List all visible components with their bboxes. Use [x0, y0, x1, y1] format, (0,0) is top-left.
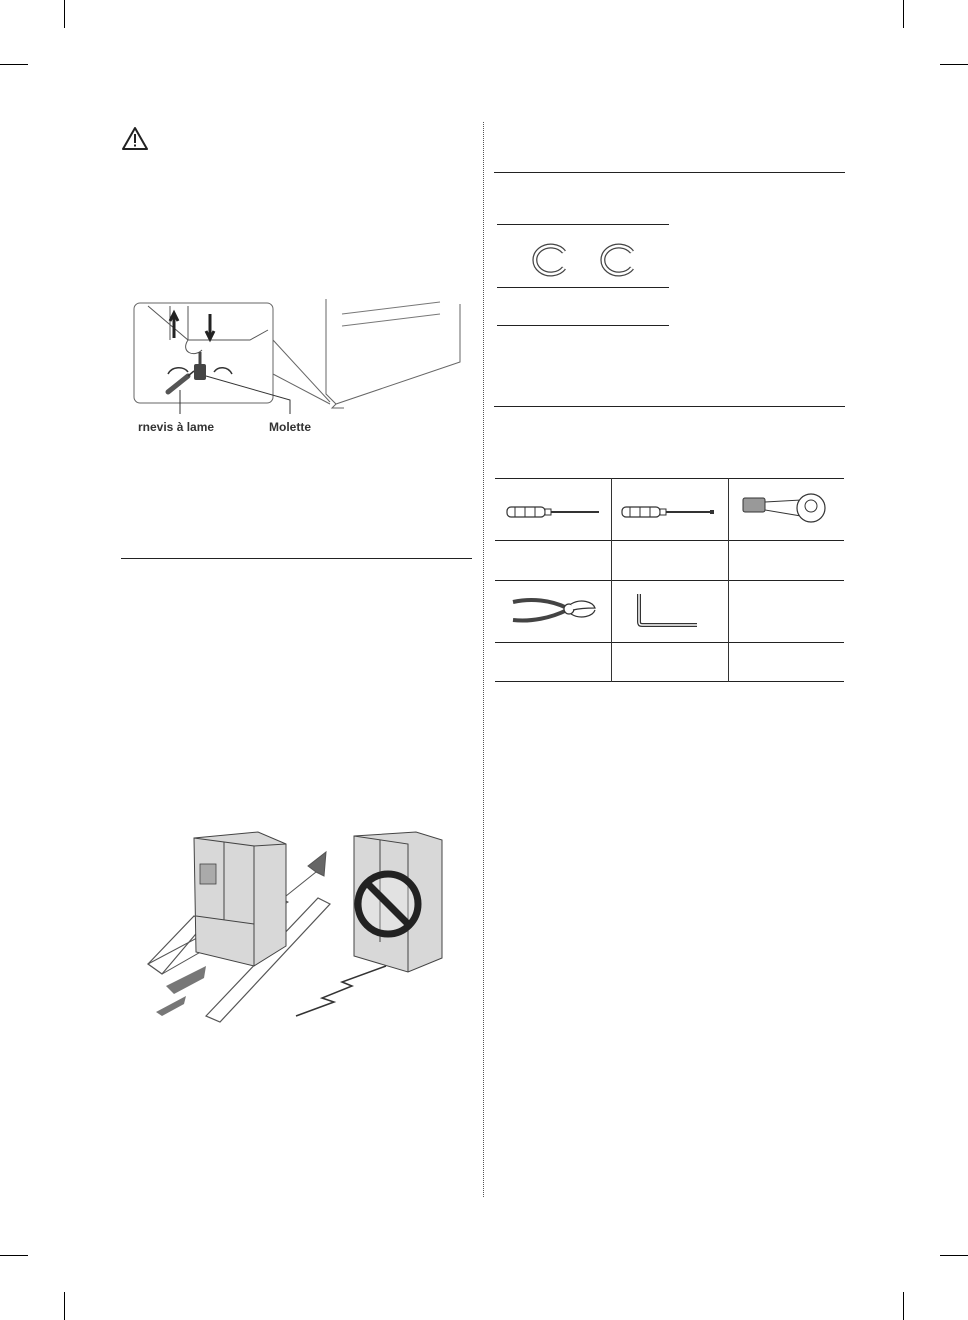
crop-mark-bottom-left-h: [0, 1255, 28, 1256]
hex-key-icon: [635, 592, 701, 628]
warning-triangle-icon: [122, 127, 148, 150]
phillips-screwdriver-icon: [507, 504, 601, 520]
tools-table: [495, 478, 844, 682]
parts-rule-2: [497, 287, 669, 288]
moving-figure: [146, 826, 446, 1026]
adjusting-wheel: [194, 364, 206, 380]
parts-rule-3: [497, 325, 669, 326]
column-divider: [483, 122, 484, 1197]
flat-screwdriver-icon: [622, 504, 716, 520]
socket-wrench-icon: [743, 490, 829, 530]
arrow-forward-icon: [286, 852, 326, 896]
e-ring-clip-icon-2: [603, 246, 632, 274]
section-divider-left: [121, 558, 472, 559]
crop-mark-top-left-v: [64, 0, 65, 28]
crop-mark-bottom-right-v: [903, 1292, 904, 1320]
vibration-zigzag-icon: [296, 966, 386, 1016]
wheel-label: Molette: [269, 420, 311, 434]
crop-mark-bottom-right-h: [940, 1255, 968, 1256]
screwdriver-label: rnevis à lame: [138, 420, 215, 434]
pliers-icon: [511, 594, 597, 626]
crop-mark-bottom-left-v: [64, 1292, 65, 1320]
crop-mark-top-left-h: [0, 64, 28, 65]
crop-mark-top-right-v: [903, 0, 904, 28]
no-symbol-icon: [358, 874, 418, 934]
parts-rule-1: [497, 224, 669, 225]
inset-frame: [134, 303, 273, 403]
e-ring-clip-icon: [535, 246, 564, 274]
leveling-figure: [130, 296, 470, 416]
section-rule-top: [494, 172, 845, 173]
crop-mark-top-right-h: [940, 64, 968, 65]
tools-section-rule: [494, 406, 845, 407]
parts-clips: [528, 242, 644, 278]
